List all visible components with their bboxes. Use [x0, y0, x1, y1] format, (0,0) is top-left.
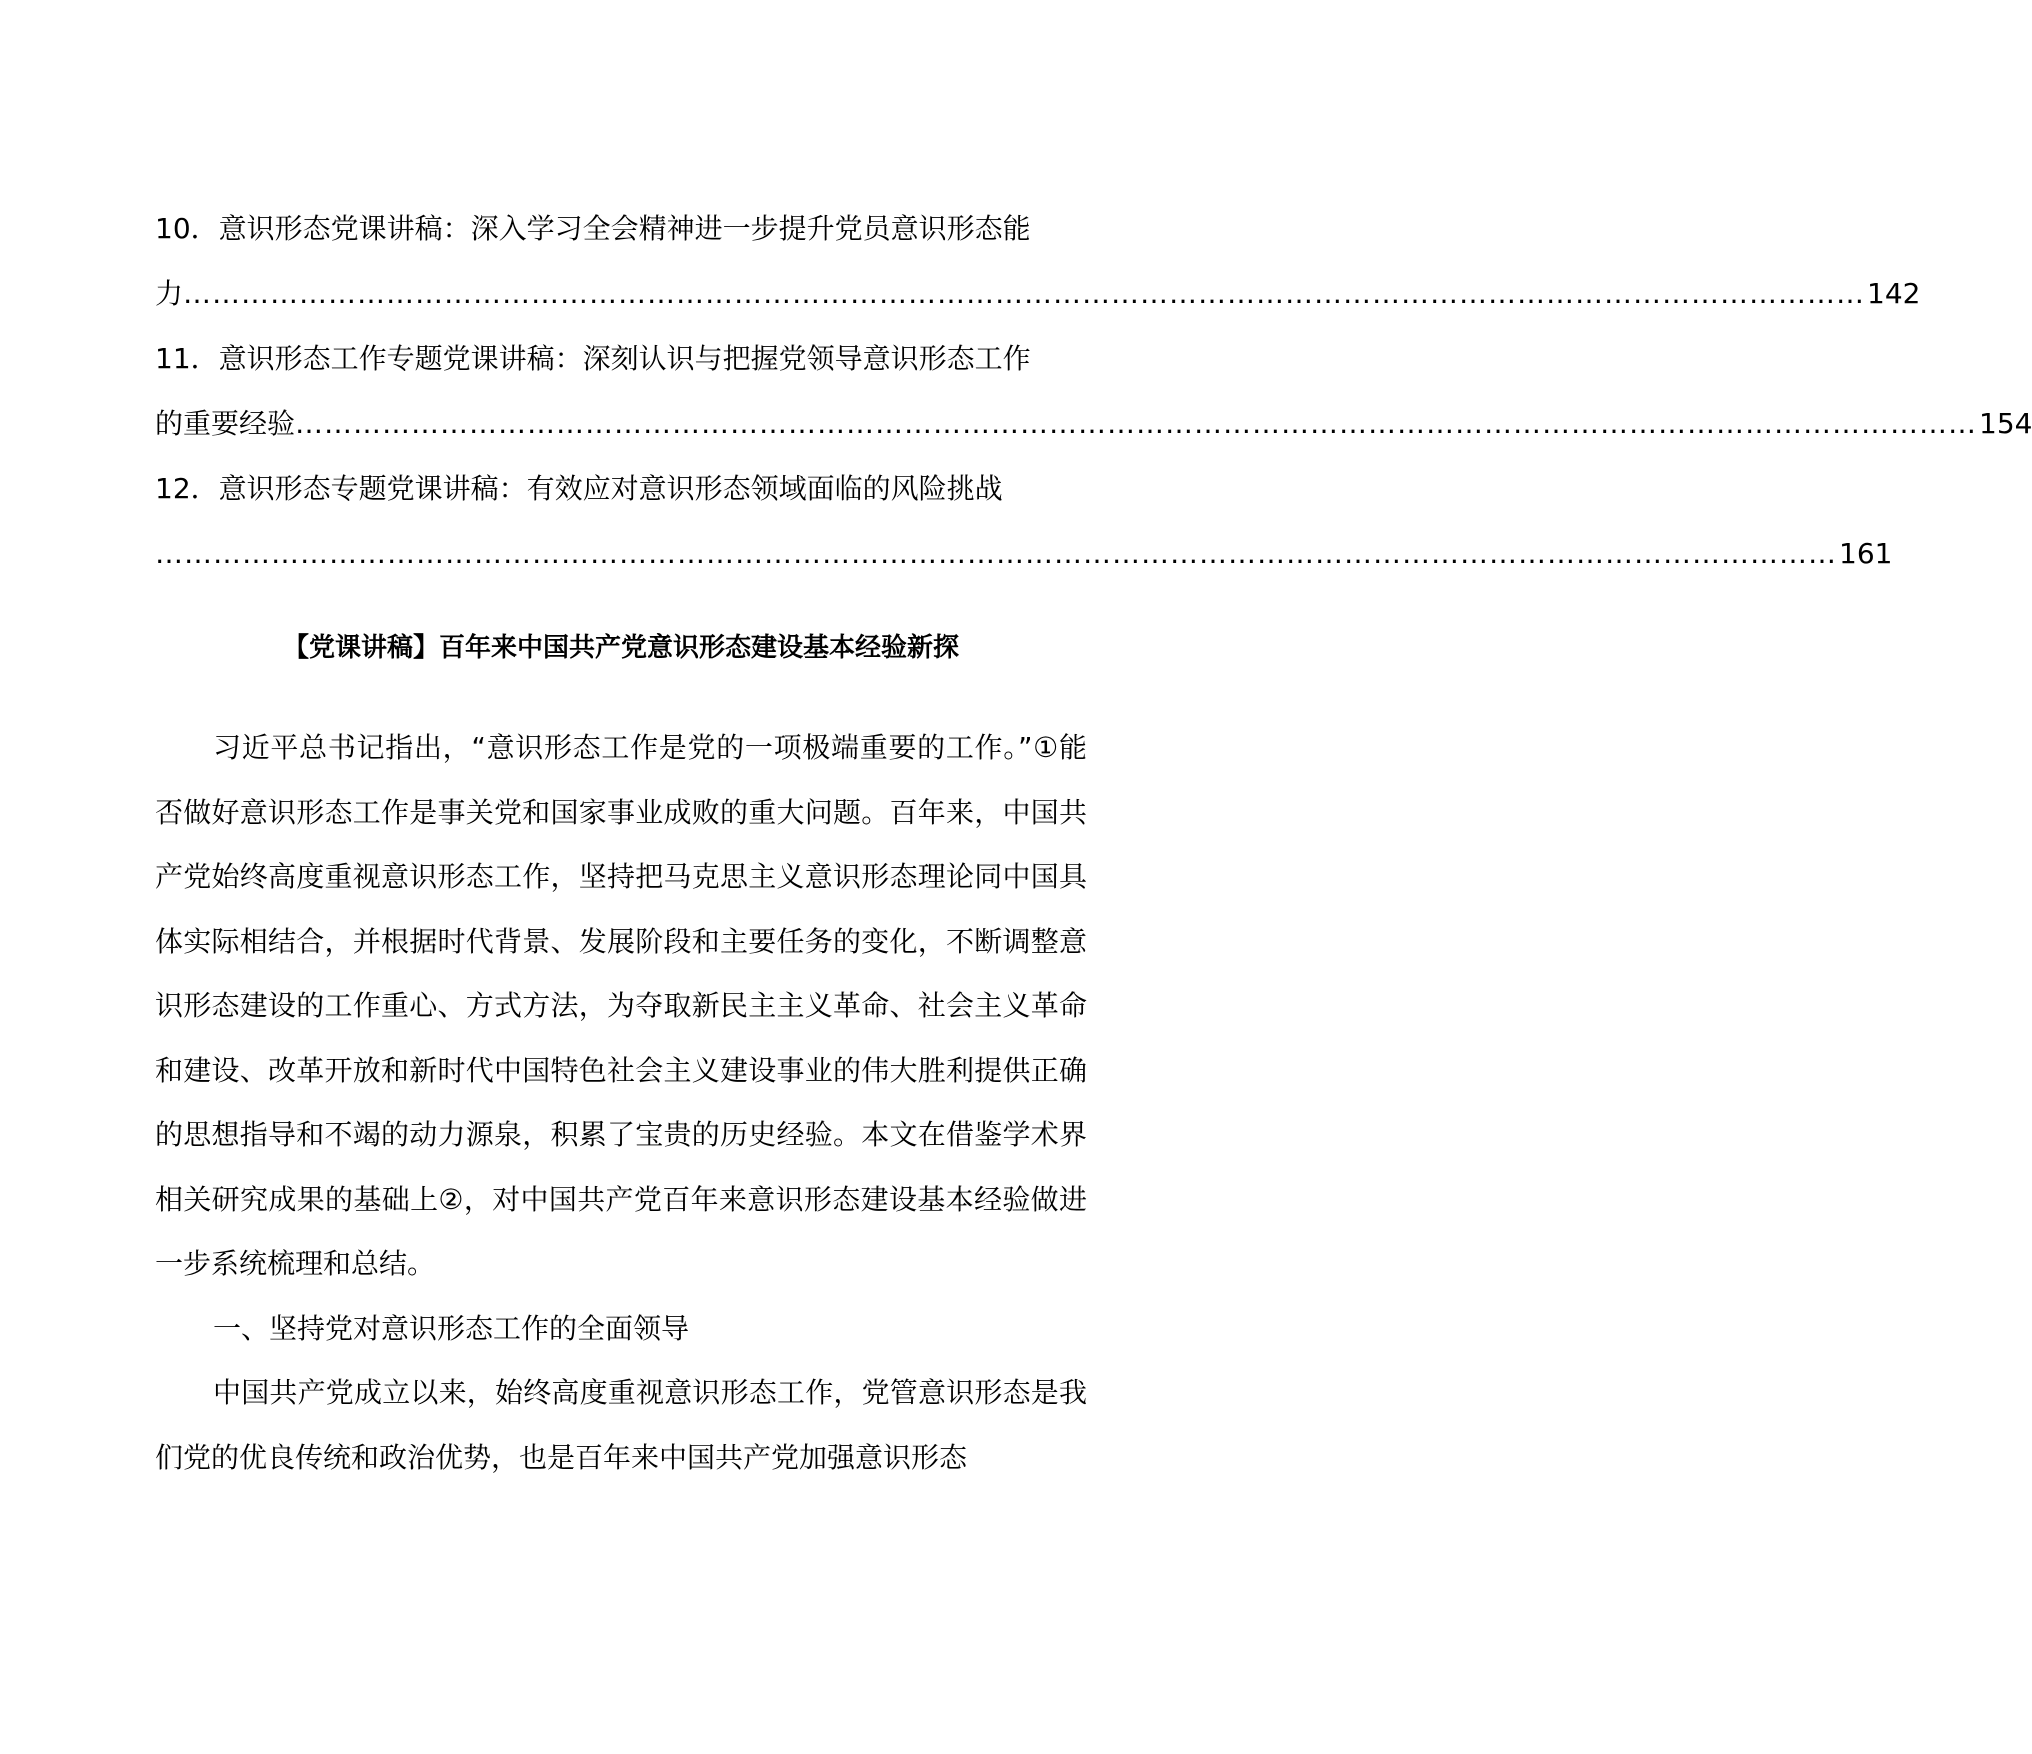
toc-page-number: 142	[1867, 277, 1921, 310]
body-paragraph: 中国共产党成立以来，始终高度重视意识形态工作，党管意识形态是我们党的优良传统和政治优势，也是百年来中国共产党加强意识形态	[155, 1376, 1087, 1474]
article-title: 【党课讲稿】百年来中国共产党意识形态建设基本经验新探	[282, 633, 959, 663]
toc-entry-10[interactable]	[155, 196, 1921, 326]
toc-page-number: 161	[1839, 537, 1893, 570]
toc-page-number: 154	[1979, 407, 2032, 440]
toc-entry-title-cont: 的重要经验	[155, 407, 296, 440]
toc-entry-last-line	[155, 521, 1893, 586]
body-paragraph: 习近平总书记指出，“意识形态工作是党的一项极端重要的工作。”①能否做好意识形态工作是事关党和国家事业成败的重大问题。百年来，中国共产党始终高度重视意识形态工作，坚持把马克思主义意识形态理论同中国具体实际相结合，并根据时代背景、发展阶段和主要任务的变化，不断调整意识形态建设的工作重心、方式方法，为夺取新民主主义革命、社会主义革命和建设、改革开放和新时代中国特色社会主义建设事业的伟大胜利提供正确的思想指导和不竭的动力源泉，积累了宝贵的历史经验。本文在借鉴学术界相关研究成果的基础上②，对中国共产党百年来意识形态建设基本经验做进一步系统梳理和总结。	[155, 731, 1087, 1280]
section-heading: 一、坚持党对意识形态工作的全面领导	[213, 1311, 690, 1345]
toc-dot-leader: …………………………………………………………………………………………………………………………………………………………	[295, 407, 1978, 440]
toc-entry-last-line	[155, 261, 1921, 326]
toc-entry-11[interactable]	[155, 326, 2032, 456]
toc-entry-title: 11．意识形态工作专题党课讲稿：深刻认识与把握党领导意识形态工作	[155, 342, 1031, 375]
toc-entry-title: 10．意识形态党课讲稿：深入学习全会精神进一步提升党员意识形态能	[155, 212, 1031, 245]
toc-dot-leader: …………………………………………………………………………………………………………………………………………………………	[155, 537, 1837, 570]
toc-entry-title: 12．意识形态专题党课讲稿：有效应对意识形态领域面临的风险挑战	[155, 472, 1003, 505]
toc-dot-leader: …………………………………………………………………………………………………………………………………………………………	[183, 277, 1866, 310]
toc-entry-last-line	[155, 391, 2032, 456]
toc-entry-title-cont: 力	[155, 277, 184, 310]
toc-entry-12[interactable]	[155, 456, 1893, 586]
document-content	[155, 196, 2032, 1490]
